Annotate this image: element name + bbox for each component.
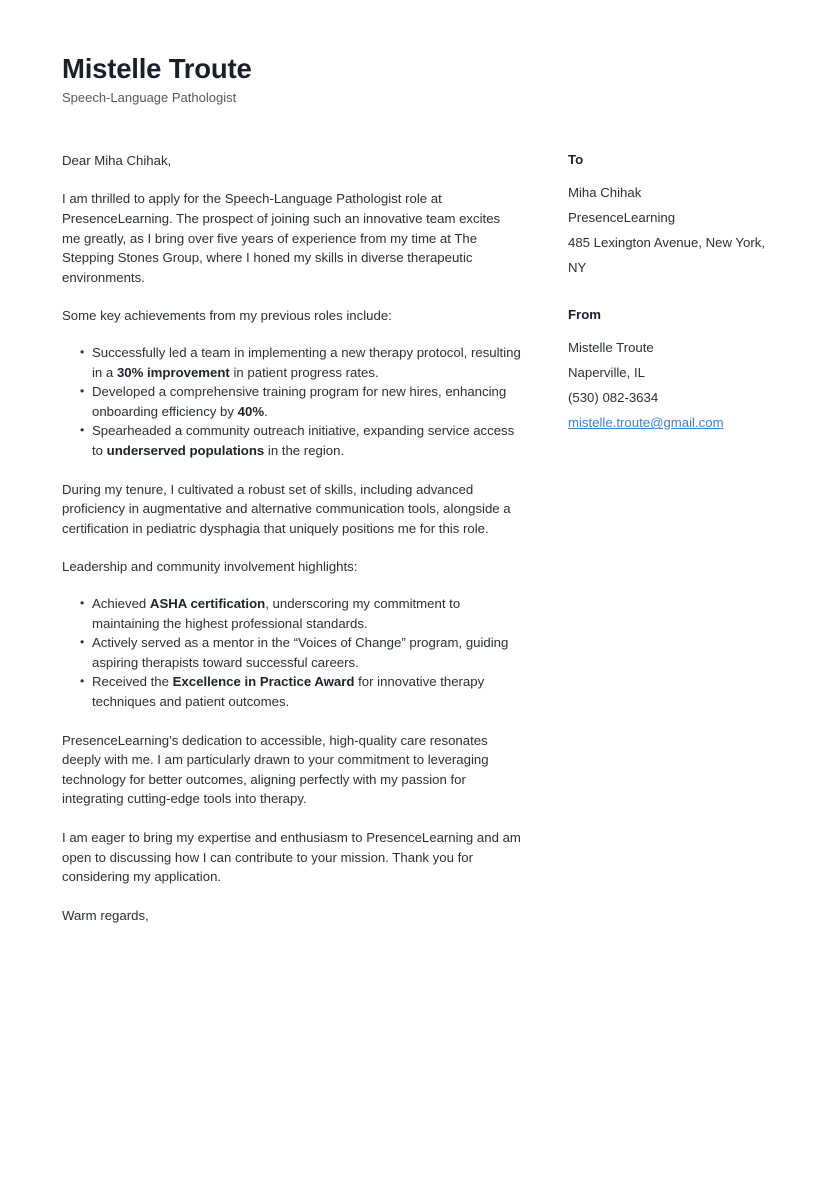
sender-location: Naperville, IL [568, 365, 645, 381]
candidate-name: Mistelle Troute [62, 53, 252, 84]
achievements-list [62, 343, 521, 461]
list-item-emphasis: Excellence in Practice Award [172, 674, 355, 690]
list-item-text-after: . [264, 403, 268, 419]
achievements-lead-in: Some key achievements from my previous roles include: [62, 308, 392, 324]
letter-header [62, 52, 771, 107]
list-item [92, 633, 521, 672]
list-item-text-after: in patient progress rates. [229, 364, 379, 380]
intro-paragraph: I am thrilled to apply for the Speech-Language Pathologist role at PresenceLearning. The prospect of joining such an innovative team excites me greatly, as I bring over five years of experience from my time at The Stepping Stones Group, where I honed my skills in diverse therapeutic environments. [62, 191, 501, 285]
list-item-emphasis: 40% [237, 403, 265, 419]
letter-main-column [62, 151, 521, 925]
salutation: Dear Miha Chihak, [62, 152, 172, 168]
list-item-emphasis: ASHA certification [149, 595, 266, 611]
list-item-emphasis: 30% improvement [116, 364, 230, 380]
list-item [92, 421, 521, 460]
recipient-heading: To [568, 151, 584, 167]
recipient-company: PresenceLearning [568, 210, 676, 226]
leadership-list [62, 594, 521, 712]
recipient-block [568, 151, 778, 280]
sender-heading: From [568, 307, 601, 323]
list-item-text-after: , underscoring my commitment to maintaining the highest professional standards. [92, 595, 461, 631]
list-item [92, 672, 521, 711]
sender-email-row [568, 410, 778, 435]
list-item-emphasis: underserved populations [106, 443, 265, 459]
leadership-lead-in: Leadership and community involvement highlights: [62, 559, 358, 575]
closing-paragraph: I am eager to bring my expertise and enthusiasm to PresenceLearning and am open to discussing how I can contribute to your mission. Thank you for considering my application. [62, 829, 521, 885]
list-item-text-after: in the region. [264, 443, 345, 459]
signoff: Warm regards, [62, 907, 149, 923]
sender-email-link[interactable]: mistelle.troute@gmail.com [568, 415, 724, 431]
list-item-text-before: Developed a comprehensive training program for new hires, enhancing onboarding efficiency by [92, 384, 507, 419]
sender-name: Mistelle Troute [568, 340, 654, 356]
list-item [92, 343, 521, 382]
company-fit-paragraph: PresenceLearning’s dedication to accessible, high-quality care resonates deeply with me. I am particularly drawn to your commitment to leveraging technology for better outcomes, aligning perfectly with my passion for integrating cutting-edge tools into therapy. [62, 732, 489, 807]
list-item-text-after: for innovative therapy techniques and patient outcomes. [92, 674, 485, 709]
list-item-text-before: Received the [92, 674, 173, 690]
sender-phone: (530) 082-3634 [568, 390, 659, 406]
sender-block [568, 306, 778, 435]
list-item [92, 594, 521, 633]
letter-body-columns [62, 151, 771, 925]
candidate-job-title: Speech-Language Pathologist [62, 90, 237, 105]
list-item-text-before: Achieved [92, 595, 150, 611]
list-item [92, 382, 521, 421]
recipient-address: 485 Lexington Avenue, New York, NY [568, 235, 765, 276]
list-item-text-before: Actively served as a mentor in the “Voices of Change” program, guiding aspiring therapists toward successful careers. [92, 635, 509, 670]
letter-sidebar [568, 151, 778, 461]
skills-paragraph: During my tenure, I cultivated a robust set of skills, including advanced proficiency in augmentative and alternative communication tools, alongside a certification in pediatric dysphagia that uniquely positions me for this role. [62, 481, 511, 536]
list-item-text-before: Spearheaded a community outreach initiative, expanding service access to [92, 423, 515, 459]
list-item-text-before: Successfully led a team in implementing a new therapy protocol, resulting in a [92, 345, 521, 380]
recipient-name: Miha Chihak [568, 185, 642, 201]
